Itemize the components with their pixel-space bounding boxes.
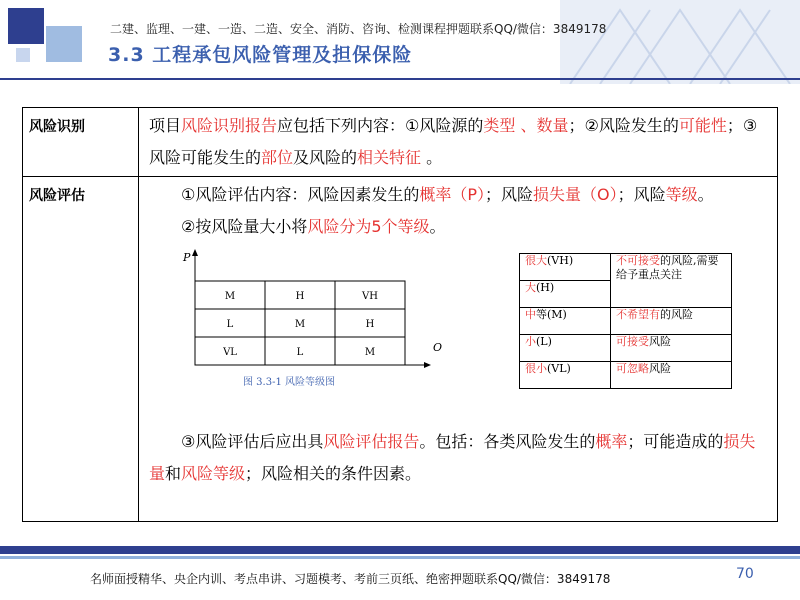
assessment-text [139, 177, 778, 522]
footer-text: 名师面授精华、央企内训、考点串讲、习题模考、考前三页纸、绝密押题联系QQ/微信：3849178 [90, 572, 611, 586]
text-span: ；可能造成的 [627, 432, 724, 451]
desc-red: 不可接受 [616, 254, 660, 267]
highlight: 概率 [595, 432, 628, 451]
page-title: 3.3 工程承包风险管理及担保保险 [108, 44, 413, 66]
highlight: 风险识别报告 [181, 116, 278, 135]
text-span: 。 [697, 185, 714, 204]
row-label-assessment: 风险评估 [23, 177, 139, 522]
highlight: 部位 [261, 148, 294, 167]
level-red: 大 [525, 281, 536, 294]
level-red: 很大 [525, 254, 547, 267]
level-cell [520, 308, 611, 335]
text-span: 及风险的 [293, 148, 358, 167]
assessment-point-2 [149, 211, 767, 243]
desc-black: 的风险 [660, 308, 693, 321]
desc-black: 风险 [649, 362, 671, 375]
grid-cell: M [364, 347, 376, 358]
text-span: ；风险 [617, 185, 666, 204]
level-red: 中 [525, 308, 536, 321]
logo-square-dark [8, 8, 44, 44]
level-desc [611, 254, 732, 308]
highlight: 风险评估报告 [323, 432, 420, 451]
desc-red: 可忽略 [616, 362, 649, 375]
text-span: ；风险相关的条件因素。 [245, 464, 422, 483]
x-axis-label: O [433, 341, 443, 354]
logo-square-small [16, 48, 30, 62]
text-span: 和 [165, 464, 182, 483]
text-span: ；②风险发生的 [568, 116, 679, 135]
table-row [520, 308, 732, 335]
text-span: ①风险评估内容：风险因素发生的 [181, 185, 420, 204]
level-desc [611, 308, 732, 335]
table-row [23, 108, 778, 177]
header-decoration [560, 0, 800, 84]
highlight: 损失量（O） [533, 185, 618, 204]
text-span: ②按风险量大小将 [181, 217, 308, 236]
highlight: 风险分为5个等级 [307, 217, 430, 236]
highlight: 损失量 [149, 432, 756, 483]
level-black: (VH) [547, 254, 574, 267]
highlight: 类型 、数量 [483, 116, 569, 135]
row-label-identification: 风险识别 [23, 108, 139, 177]
y-axis-label: P [183, 251, 191, 264]
text-span: 。 [421, 148, 443, 167]
level-cell [520, 362, 611, 389]
level-black: (H) [536, 281, 555, 294]
grid-cell: L [296, 347, 304, 358]
text-span: 。包括：各类风险发生的 [419, 432, 596, 451]
level-desc [611, 335, 732, 362]
risk-level-legend-table [519, 253, 732, 389]
level-black: (L) [536, 335, 552, 348]
table-row [23, 177, 778, 522]
level-cell [520, 281, 611, 308]
text-span: 项目 [149, 116, 182, 135]
footer-band [0, 546, 800, 554]
header-rule [0, 78, 800, 80]
level-red: 小 [525, 335, 536, 348]
page-number: 70 [736, 566, 754, 582]
table-row [520, 362, 732, 389]
grid-cell: H [295, 291, 305, 302]
grid-cell: M [224, 291, 236, 302]
logo-square-light [46, 26, 82, 62]
desc-red: 可接受 [616, 335, 649, 348]
x-axis-arrow [424, 362, 431, 368]
table-row [520, 254, 732, 281]
level-cell [520, 335, 611, 362]
level-black: (VL) [547, 362, 571, 375]
content-table [22, 107, 778, 522]
desc-black: 风险 [649, 335, 671, 348]
text-span: ；风险 [485, 185, 534, 204]
assessment-point-1 [149, 179, 767, 211]
y-axis-arrow [192, 249, 198, 256]
level-red: 很小 [525, 362, 547, 375]
text-span: 应包括下列内容：①风险源的 [277, 116, 484, 135]
identification-text [139, 108, 778, 177]
table-row [520, 335, 732, 362]
text-span: 。 [429, 217, 446, 236]
level-black: 等(M) [536, 308, 567, 321]
highlight: 风险等级 [181, 464, 246, 483]
level-cell [520, 254, 611, 281]
grid-cell: L [226, 319, 234, 330]
text-span: ③风险评估后应出具 [181, 432, 324, 451]
grid-cell: VH [362, 291, 378, 302]
grid-cell: VL [223, 347, 237, 358]
desc-red: 不希望有 [616, 308, 660, 321]
highlight: 相关特征 [357, 148, 422, 167]
risk-figure [149, 243, 767, 426]
text-span: ；③风险可能发生的 [149, 116, 758, 167]
level-desc [611, 362, 732, 389]
desc-black: 的风险,需要给予重点关注 [616, 254, 719, 281]
grid-cell: M [294, 319, 306, 330]
figure-caption: 图 3.3-1 风险等级图 [243, 377, 336, 388]
risk-level-grid-chart [179, 247, 469, 422]
highlight: 可能性 [678, 116, 727, 135]
top-banner: 二建、监理、一建、一造、二造、安全、消防、咨询、检测课程押题联系QQ/微信：3849178 [110, 22, 607, 36]
highlight: 概率（P） [419, 185, 486, 204]
grid-cell: H [365, 319, 375, 330]
footer-band-light [0, 556, 800, 559]
assessment-point-3 [149, 426, 767, 490]
highlight: 等级 [665, 185, 698, 204]
